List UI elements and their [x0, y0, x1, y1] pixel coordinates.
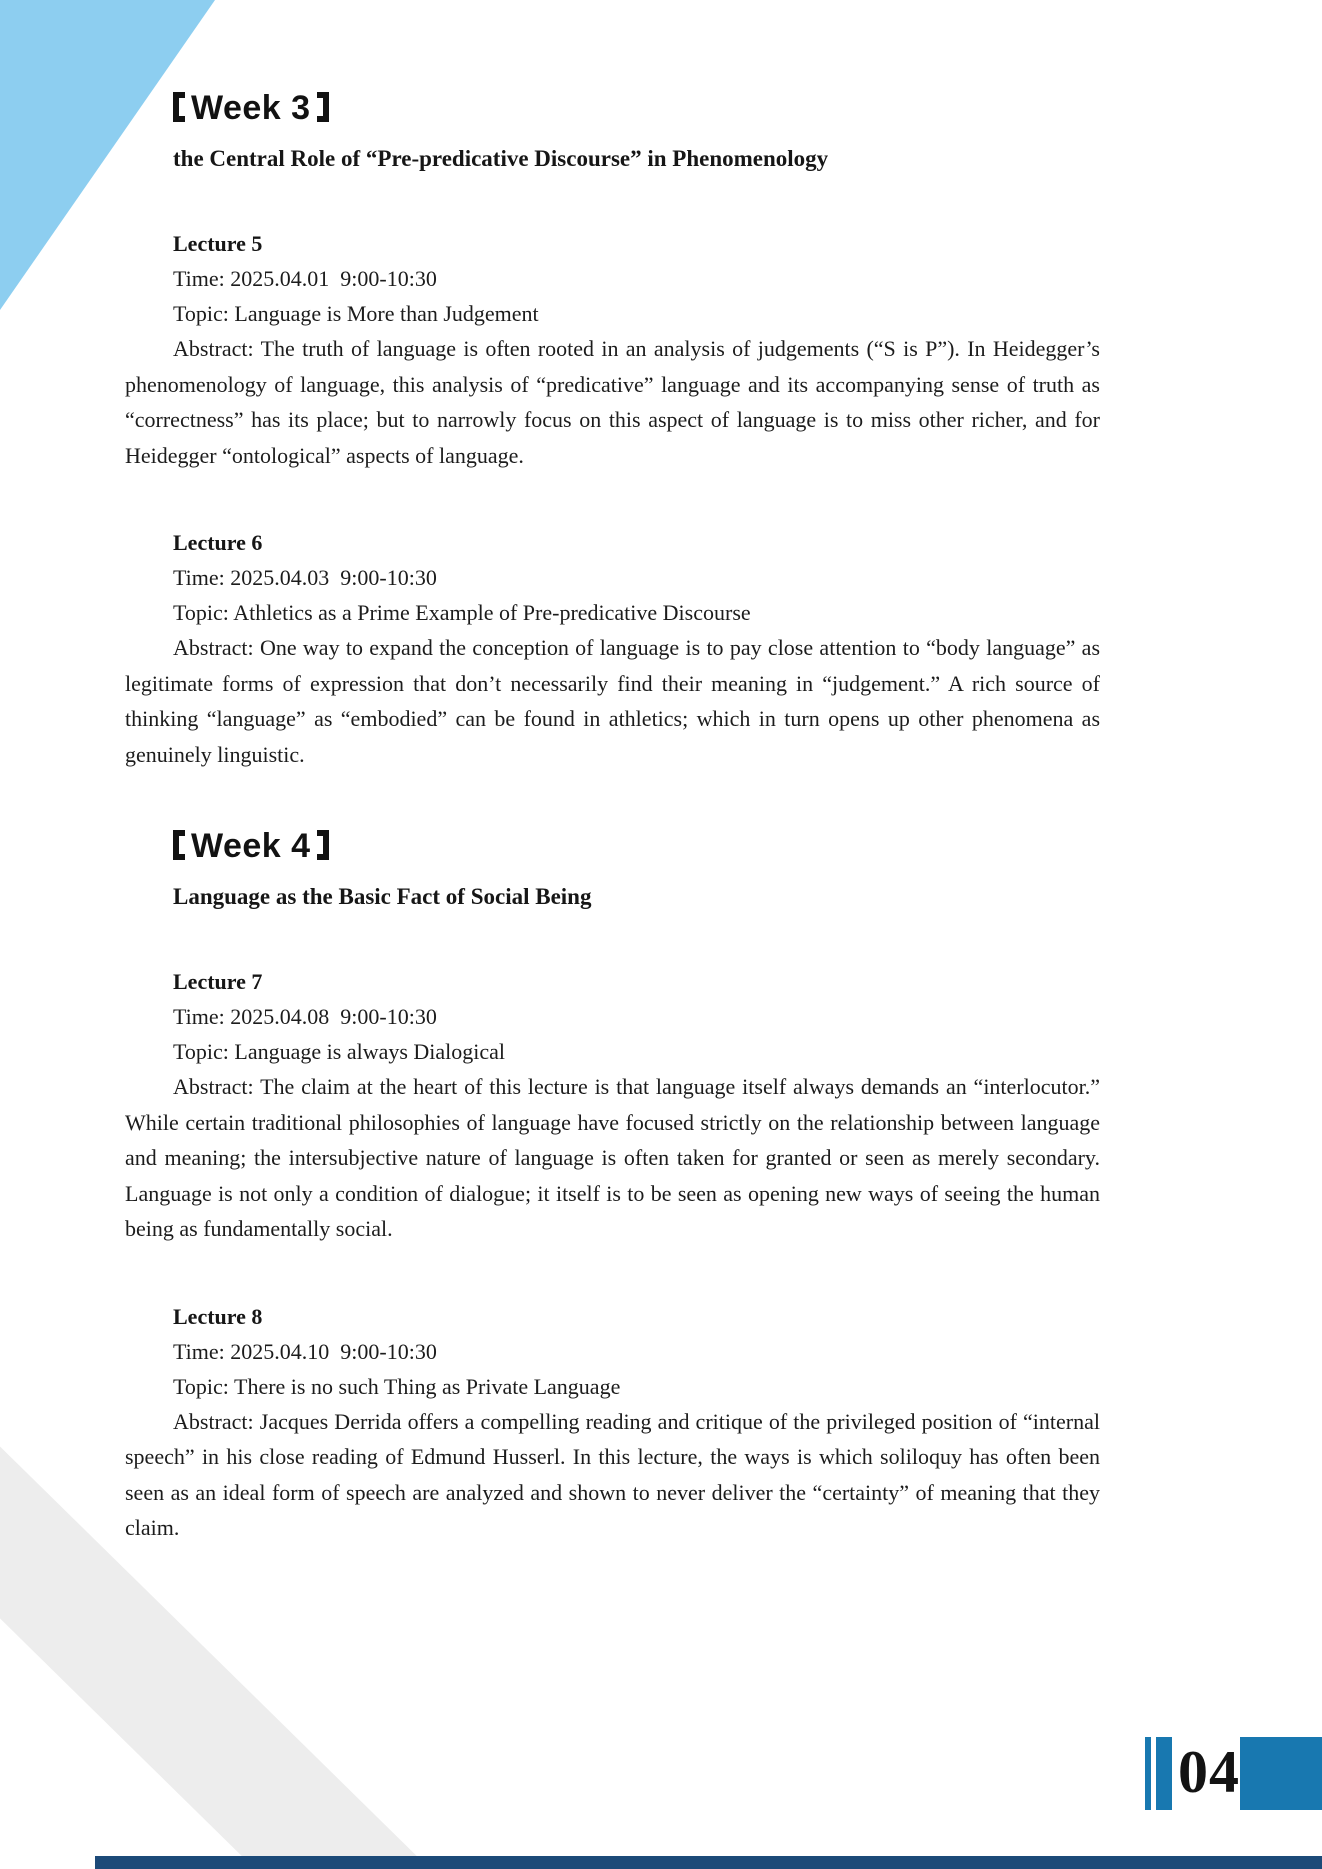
- lecture-6-time-line: [125, 560, 1100, 595]
- lecture-8-abstract: [125, 1404, 1100, 1546]
- week-3-heading: [125, 88, 1100, 128]
- page-number-bar-thick: [1156, 1737, 1172, 1810]
- topic-value: Language is More than Judgement: [234, 301, 539, 326]
- right-lenticular-bracket: [317, 830, 329, 860]
- abstract-label: Abstract:: [173, 1074, 254, 1099]
- lecture-7-block: [125, 964, 1100, 1247]
- lecture-7-title: Lecture 7: [173, 969, 263, 994]
- left-lenticular-bracket: [173, 830, 185, 860]
- week-3-section: [125, 88, 1100, 772]
- time-label: Time:: [173, 1004, 225, 1029]
- time-value: 2025.04.08 9:00-10:30: [230, 1004, 437, 1029]
- left-lenticular-bracket: [173, 92, 185, 122]
- lecture-8-topic-line: [125, 1369, 1100, 1404]
- time-label: Time:: [173, 565, 225, 590]
- lecture-5-time-line: [125, 261, 1100, 296]
- content-column: [125, 88, 1100, 1546]
- page-number-bar-thin: [1145, 1737, 1151, 1810]
- lecture-5-abstract: [125, 331, 1100, 473]
- abstract-label: Abstract:: [173, 336, 254, 361]
- week-4-section: [125, 826, 1100, 1546]
- lecture-7-time-line: [125, 999, 1100, 1034]
- topic-value: Athletics as a Prime Example of Pre-predicative Discourse: [233, 600, 751, 625]
- topic-value: There is no such Thing as Private Language: [234, 1373, 621, 1399]
- abstract-text: The claim at the heart of this lecture is that language itself always demands an “interlocutor.” While certain traditional philosophies of language have focused strictly on the relationship between language and meaning; the intersubjective nature of language is often taken for granted or seen as merely secondary. Language is not only a condition of dialogue; it itself is to be seen as opening new ways of seeing the human being as fundamentally social.: [125, 1074, 1101, 1241]
- lecture-5-topic-line: [125, 296, 1100, 331]
- lecture-5-title: Lecture 5: [173, 231, 263, 256]
- lecture-6-abstract: [125, 630, 1100, 772]
- lecture-8-time-line: [125, 1334, 1100, 1369]
- lecture-6-topic-line: [125, 595, 1100, 630]
- footer-bar: [95, 1856, 1322, 1869]
- week-3-title-text: Week 3: [191, 89, 311, 127]
- week-3-subtitle: the Central Role of “Pre-predicative Discourse” in Phenomenology: [173, 146, 829, 171]
- time-value: 2025.04.03 9:00-10:30: [230, 565, 437, 590]
- week-4-subtitle: Language as the Basic Fact of Social Being: [173, 884, 592, 909]
- abstract-label: Abstract:: [173, 1408, 254, 1434]
- topic-label: Topic:: [173, 1373, 229, 1399]
- time-label: Time:: [173, 266, 225, 291]
- topic-value: Language is always Dialogical: [234, 1039, 506, 1064]
- week-4-title-text: Week 4: [191, 827, 311, 865]
- time-value: 2025.04.01 9:00-10:30: [230, 266, 437, 291]
- abstract-text: Jacques Derrida offers a compelling reading and critique of the privileged position of “internal speech” in his close reading of Edmund Husserl. In this lecture, the ways is which soliloquy has often been seen as an ideal form of speech are analyzed and shown to never deliver the “certainty” of meaning that they claim.: [125, 1408, 1100, 1540]
- abstract-text: One way to expand the conception of language is to pay close attention to “body language” as legitimate forms of expression that don’t necessarily find their meaning in “judgement.” A rich source of thinking “language” as “embodied” can be found in athletics; which in turn opens up other phenomena as genuinely linguistic.: [125, 635, 1101, 767]
- lecture-7-abstract: [125, 1069, 1100, 1247]
- lecture-5-block: [125, 226, 1100, 473]
- page-number-rect: [1240, 1737, 1322, 1810]
- right-lenticular-bracket: [317, 92, 329, 122]
- time-label: Time:: [173, 1338, 225, 1364]
- week-4-heading: [125, 826, 1100, 866]
- lecture-6-title: Lecture 6: [173, 530, 263, 555]
- time-value: 2025.04.10 9:00-10:30: [230, 1338, 437, 1364]
- abstract-label: Abstract:: [173, 635, 254, 660]
- lecture-8-title: Lecture 8: [173, 1303, 263, 1329]
- topic-label: Topic:: [173, 1039, 229, 1064]
- lecture-6-block: [125, 525, 1100, 772]
- page-number: 04: [1178, 1739, 1240, 1805]
- lecture-8-block: [125, 1299, 1100, 1546]
- topic-label: Topic:: [173, 600, 229, 625]
- topic-label: Topic:: [173, 301, 229, 326]
- abstract-text: The truth of language is often rooted in an analysis of judgements (“S is P”). In Heidegger’s phenomenology of language, this analysis of “predicative” language and its accompanying sense of truth as “correctness” has its place; but to narrowly focus on this aspect of language is to miss other richer, and for Heidegger “ontological” aspects of language.: [125, 336, 1100, 468]
- lecture-7-topic-line: [125, 1034, 1100, 1069]
